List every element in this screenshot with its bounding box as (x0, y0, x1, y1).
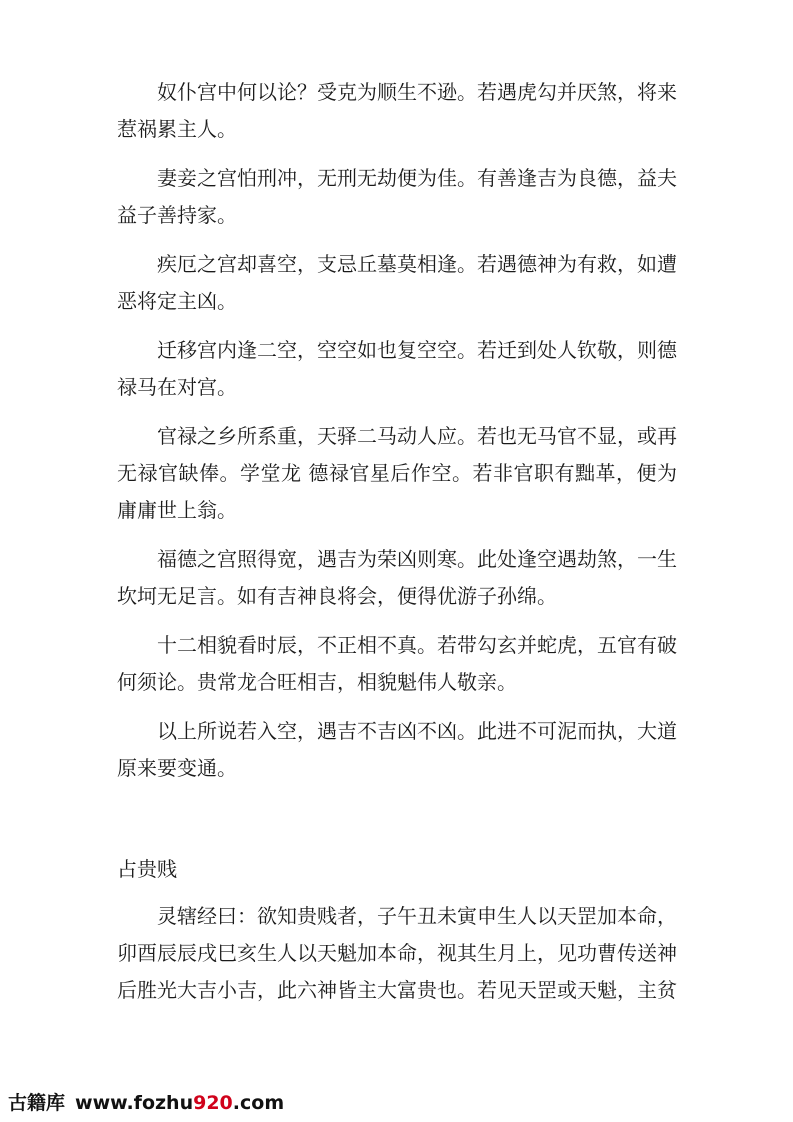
paragraph-migration-palace: 迁移宫内逢二空，空空如也复空空。若迁到处人钦敬，则德禄马在对宫。 (117, 338, 677, 399)
paragraph-spouse-palace: 妻妾之宫怕刑冲，无刑无劫便为佳。有善逢吉为良德，益夫益子善持家。 (117, 166, 677, 227)
section-title: 占贵贱 (117, 857, 177, 881)
url-prefix: www.fozhu (75, 1092, 194, 1114)
footer-watermark (8, 1088, 284, 1115)
paragraph-nobility: 灵辖经曰：欲知贵贱者，子午丑未寅申生人以天罡加本命，卯酉辰辰戌巳亥生人以天魁加本命，视其生月上，见功曹传送神后胜光大吉小吉，此六神皆主大富贵也。若见天罡或天魁，主贫 (117, 904, 677, 1002)
paragraph-career-palace: 官禄之乡所系重，天驿二马动人应。若也无马官不显，或再无禄官缺俸。学堂龙 德禄官星后作空。若非官职有黜革，便为庸庸世上翁。 (117, 424, 677, 522)
document-body (117, 74, 677, 1021)
paragraph-servants-palace: 奴仆宫中何以论？受克为顺生不逊。若遇虎勾并厌煞，将来惹祸累主人。 (117, 80, 677, 141)
paragraph-summary: 以上所说若入空，遇吉不吉凶不凶。此进不可泥而执，大道原来要变通。 (117, 719, 677, 780)
paragraph-appearance: 十二相貌看时辰，不正相不真。若带勾玄并蛇虎，五官有破何须论。贵常龙合旺相吉，相貌魁伟人敬亲。 (117, 633, 677, 694)
site-url[interactable] (75, 1092, 284, 1114)
url-suffix: .com (232, 1092, 285, 1114)
paragraph-illness-palace: 疾厄之宫却喜空，支忌丘墓莫相逢。若遇德神为有救，如遭恶将定主凶。 (117, 252, 677, 313)
site-name: 古籍库 (8, 1092, 66, 1114)
url-number: 920 (193, 1092, 233, 1114)
paragraph-fortune-palace: 福德之宫照得宽，遇吉为荣凶则寒。此处逢空遇劫煞，一生坎坷无足言。如有吉神良将会，便得优游子孙绵。 (117, 547, 677, 608)
